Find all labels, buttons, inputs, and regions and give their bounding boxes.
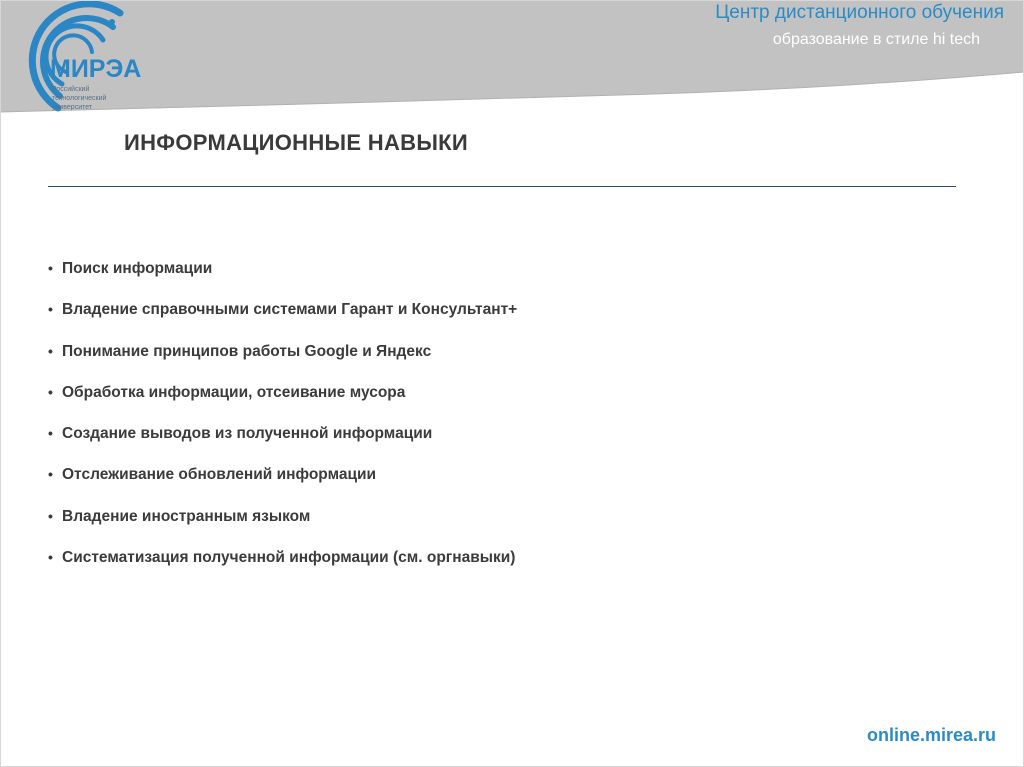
center-subtitle: образование в стиле hi tech [772,31,980,48]
list-item [48,459,517,500]
bullet-icon: • [48,466,53,483]
list-item [48,377,517,418]
svg-text:технологический: технологический [52,95,107,102]
list-item [48,418,517,459]
skills-list [48,253,517,583]
center-title: Центр дистанционного обучения [715,2,1004,23]
list-item-text: Поиск информации [62,260,213,277]
bullet-icon: • [48,425,53,442]
bullet-icon: • [48,383,53,400]
list-item [48,542,517,583]
bullet-icon: • [48,549,53,566]
list-item [48,294,517,335]
list-item [48,253,517,294]
list-item-text: Создание выводов из полученной информации [62,425,433,443]
mirea-logo [0,0,175,120]
title-divider [48,186,956,187]
footer-url-link[interactable]: online.mirea.ru [866,725,996,745]
bullet-icon: • [48,342,53,359]
list-item-text: Систематизация полученной информации (см. оргнавыки) [62,549,516,567]
list-item-text: Владение иностранным языком [62,507,311,525]
list-item-text: Обработка информации, отсеивание мусора [62,383,406,401]
svg-text:университет: университет [52,104,93,111]
svg-text:Российский: Российский [52,86,90,93]
bullet-icon: • [48,260,53,276]
logo-brand: МИРЭА [50,55,142,83]
page-title: ИНФОРМАЦИОННЫЕ НАВЫКИ [124,130,469,155]
list-item-text: Владение справочными системами Гарант и Консультант+ [62,301,518,319]
list-item [48,336,517,377]
list-item-text: Понимание принципов работы Google и Яндекс [62,342,432,360]
bullet-icon: • [48,507,53,524]
list-item-text: Отслеживание обновлений информации [62,466,377,484]
bullet-icon: • [48,301,53,318]
list-item [48,501,517,542]
